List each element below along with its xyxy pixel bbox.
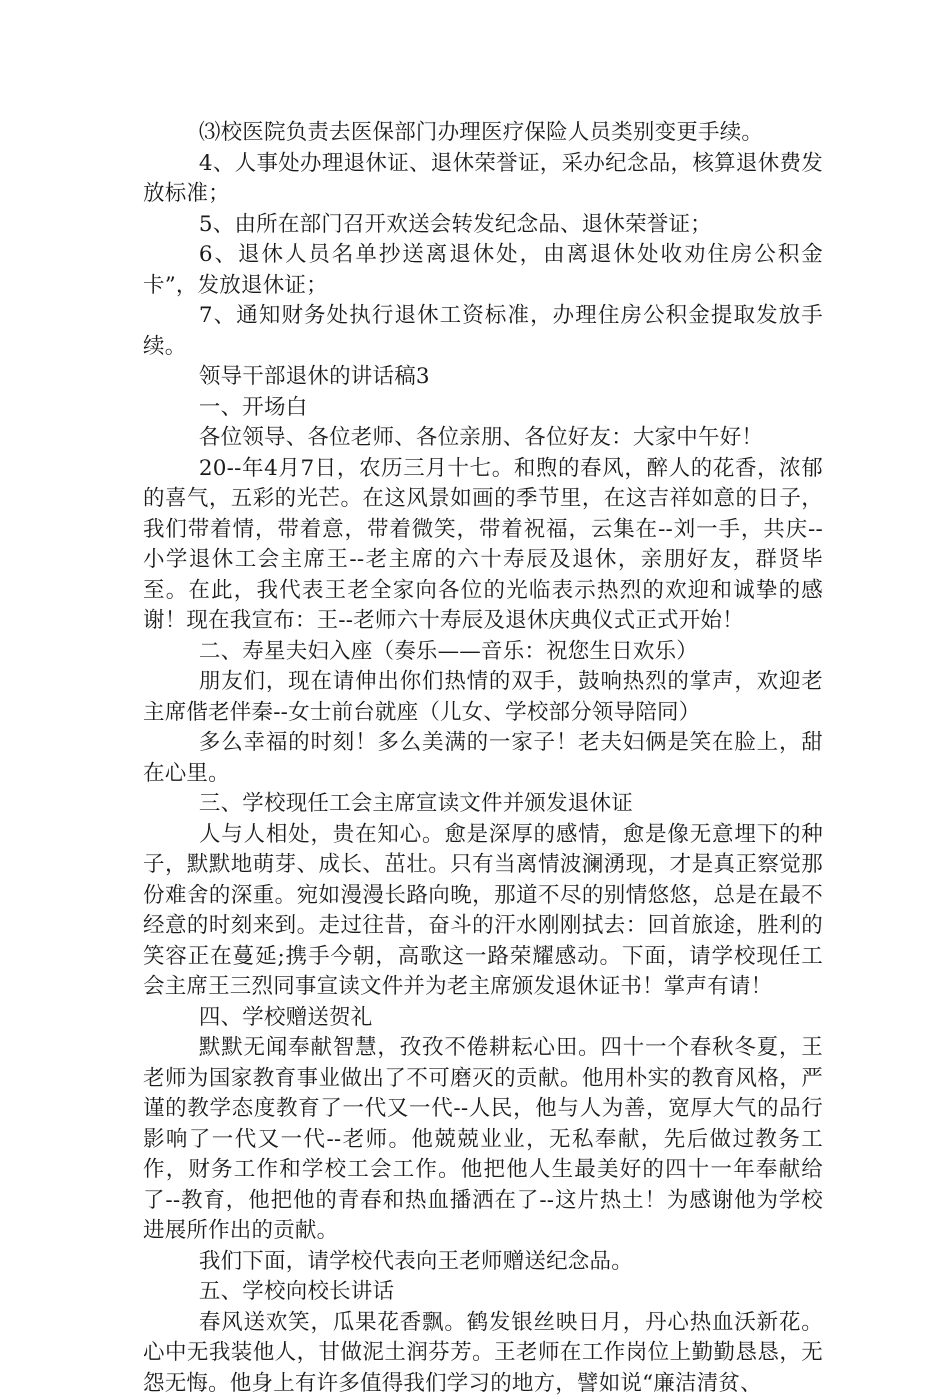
paragraph: 6、退休人员名单抄送离退休处，由离退休处收劝住房公积金卡”，发放退休证；	[143, 240, 823, 301]
paragraph: ⑶校医院负责去医保部门办理医疗保险人员类别变更手续。	[143, 118, 823, 149]
paragraph: 7、通知财务处执行退休工资标准，办理住房公积金提取发放手续。	[143, 301, 823, 362]
paragraph: 春风送欢笑，瓜果花香飘。鹤发银丝映日月，丹心热血沃新花。心中无我装他人，甘做泥土润芬芳。王老师在工作岗位上勤勤恳恳，无怨无悔。他身上有许多值得我们学习的地方，譬如说“廉洁清贫、	[143, 1308, 823, 1399]
paragraph: 20--年4月7日，农历三月十七。和煦的春风，醉人的花香，浓郁的喜气，五彩的光芒。在这风景如画的季节里，在这吉祥如意的日子，我们带着情，带着意，带着微笑，带着祝福，云集在--刘一手，共庆--小学退休工会主席王--老主席的六十寿辰及退休，亲朋好友，群贤毕至。在此，我代表王老全家向各位的光临表示热烈的欢迎和诚挚的感谢！现在我宣布：王--老师六十寿辰及退休庆典仪式正式开始！	[143, 454, 823, 637]
paragraph: 5、由所在部门召开欢送会转发纪念品、退休荣誉证；	[143, 210, 823, 241]
paragraph: 人与人相处，贵在知心。愈是深厚的感情，愈是像无意埋下的种子，默默地萌芽、成长、茁壮。只有当离情波澜湧现，才是真正察觉那份难舍的深重。宛如漫漫长路向晚，那道不尽的别情悠悠，总是在最不经意的时刻来到。走过往昔，奋斗的汗水刚刚拭去：回首旅途，胜利的笑容正在蔓延;携手今朝，高歌这一路荣耀感动。下面，请学校现任工会主席王三烈同事宣读文件并为老主席颁发退休证书！掌声有请！	[143, 820, 823, 1003]
paragraph: 朋友们，现在请伸出你们热情的双手，鼓响热烈的掌声，欢迎老主席偕老伴秦--女士前台就座（儿女、学校部分领导陪同）	[143, 667, 823, 728]
paragraph: 默默无闻奉献智慧，孜孜不倦耕耘心田。四十一个春秋冬夏，王老师为国家教育事业做出了不可磨灭的贡献。他用朴实的教育风格，严谨的教学态度教育了一代又一代--人民，他与人为善，宽厚大气的品行影响了一代又一代--老师。他兢兢业业，无私奉献，先后做过教务工作，财务工作和学校工会工作。他把他人生最美好的四十一年奉献给了--教育，他把他的青春和热血播洒在了--这片热土！为感谢他为学校进展所作出的贡献。	[143, 1033, 823, 1247]
section-heading: 一、开场白	[143, 393, 823, 424]
section-heading: 五、学校向校长讲话	[143, 1277, 823, 1308]
paragraph: 4、人事处办理退休证、退休荣誉证，采办纪念品，核算退休费发放标准；	[143, 149, 823, 210]
section-heading: 四、学校赠送贺礼	[143, 1003, 823, 1034]
section-heading: 三、学校现任工会主席宣读文件并颁发退休证	[143, 789, 823, 820]
paragraph: 我们下面，请学校代表向王老师赠送纪念品。	[143, 1247, 823, 1278]
paragraph: 各位领导、各位老师、各位亲朋、各位好友：大家中午好！	[143, 423, 823, 454]
document-body	[143, 118, 823, 1399]
paragraph: 多么幸福的时刻！多么美满的一家子！老夫妇俩是笑在脸上，甜在心里。	[143, 728, 823, 789]
section-heading: 二、寿星夫妇入座（奏乐——音乐：祝您生日欢乐）	[143, 637, 823, 668]
document-title: 领导干部退休的讲话稿3	[143, 362, 823, 393]
